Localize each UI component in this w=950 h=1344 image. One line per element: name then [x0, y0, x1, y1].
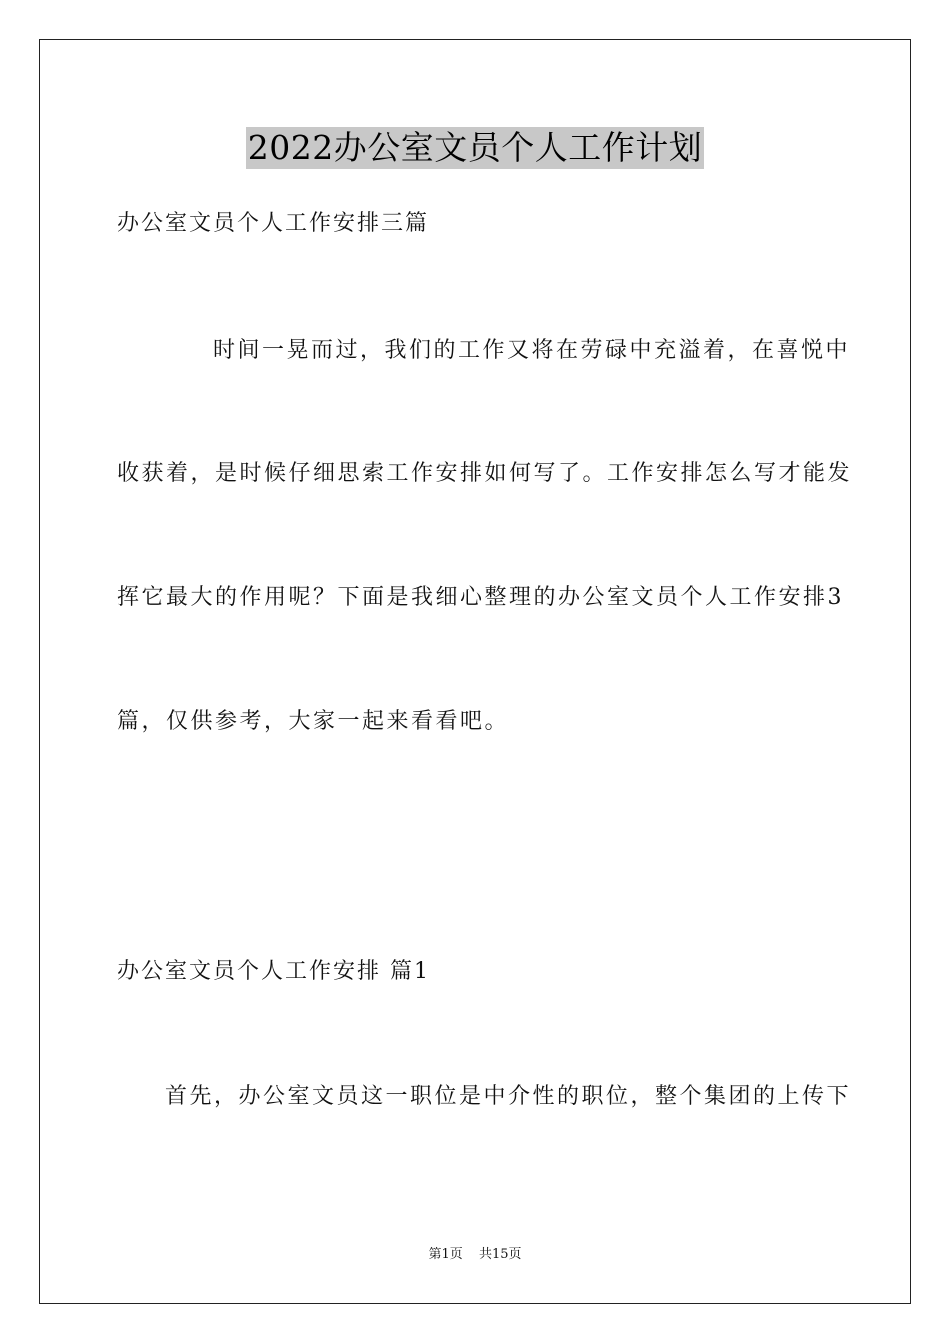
intro-line-4: 篇，仅供参考，大家一起来看看吧。 [117, 709, 510, 734]
document-subtitle: 办公室文员个人工作安排三篇 [117, 211, 430, 236]
intro-line-2: 收获着，是时候仔细思索工作安排如何写了。工作安排怎么写才能发 [117, 461, 853, 486]
intro-line-3: 挥它最大的作用呢？下面是我细心整理的办公室文员个人工作安排3 [117, 585, 844, 610]
title-container [0, 127, 950, 169]
page-total: 共15页 [478, 1247, 522, 1262]
page-footer [0, 1246, 950, 1264]
section-paragraph-line-1: 首先，办公室文员这一职位是中介性的职位，整个集团的上传下 [165, 1084, 852, 1109]
document-title: 2022办公室文员个人工作计划 [247, 128, 703, 167]
intro-line-1: 时间一晃而过，我们的工作又将在劳碌中充溢着，在喜悦中 [213, 338, 851, 363]
page-number: 第1页 [428, 1247, 463, 1262]
section-heading: 办公室文员个人工作安排 篇1 [117, 959, 430, 984]
